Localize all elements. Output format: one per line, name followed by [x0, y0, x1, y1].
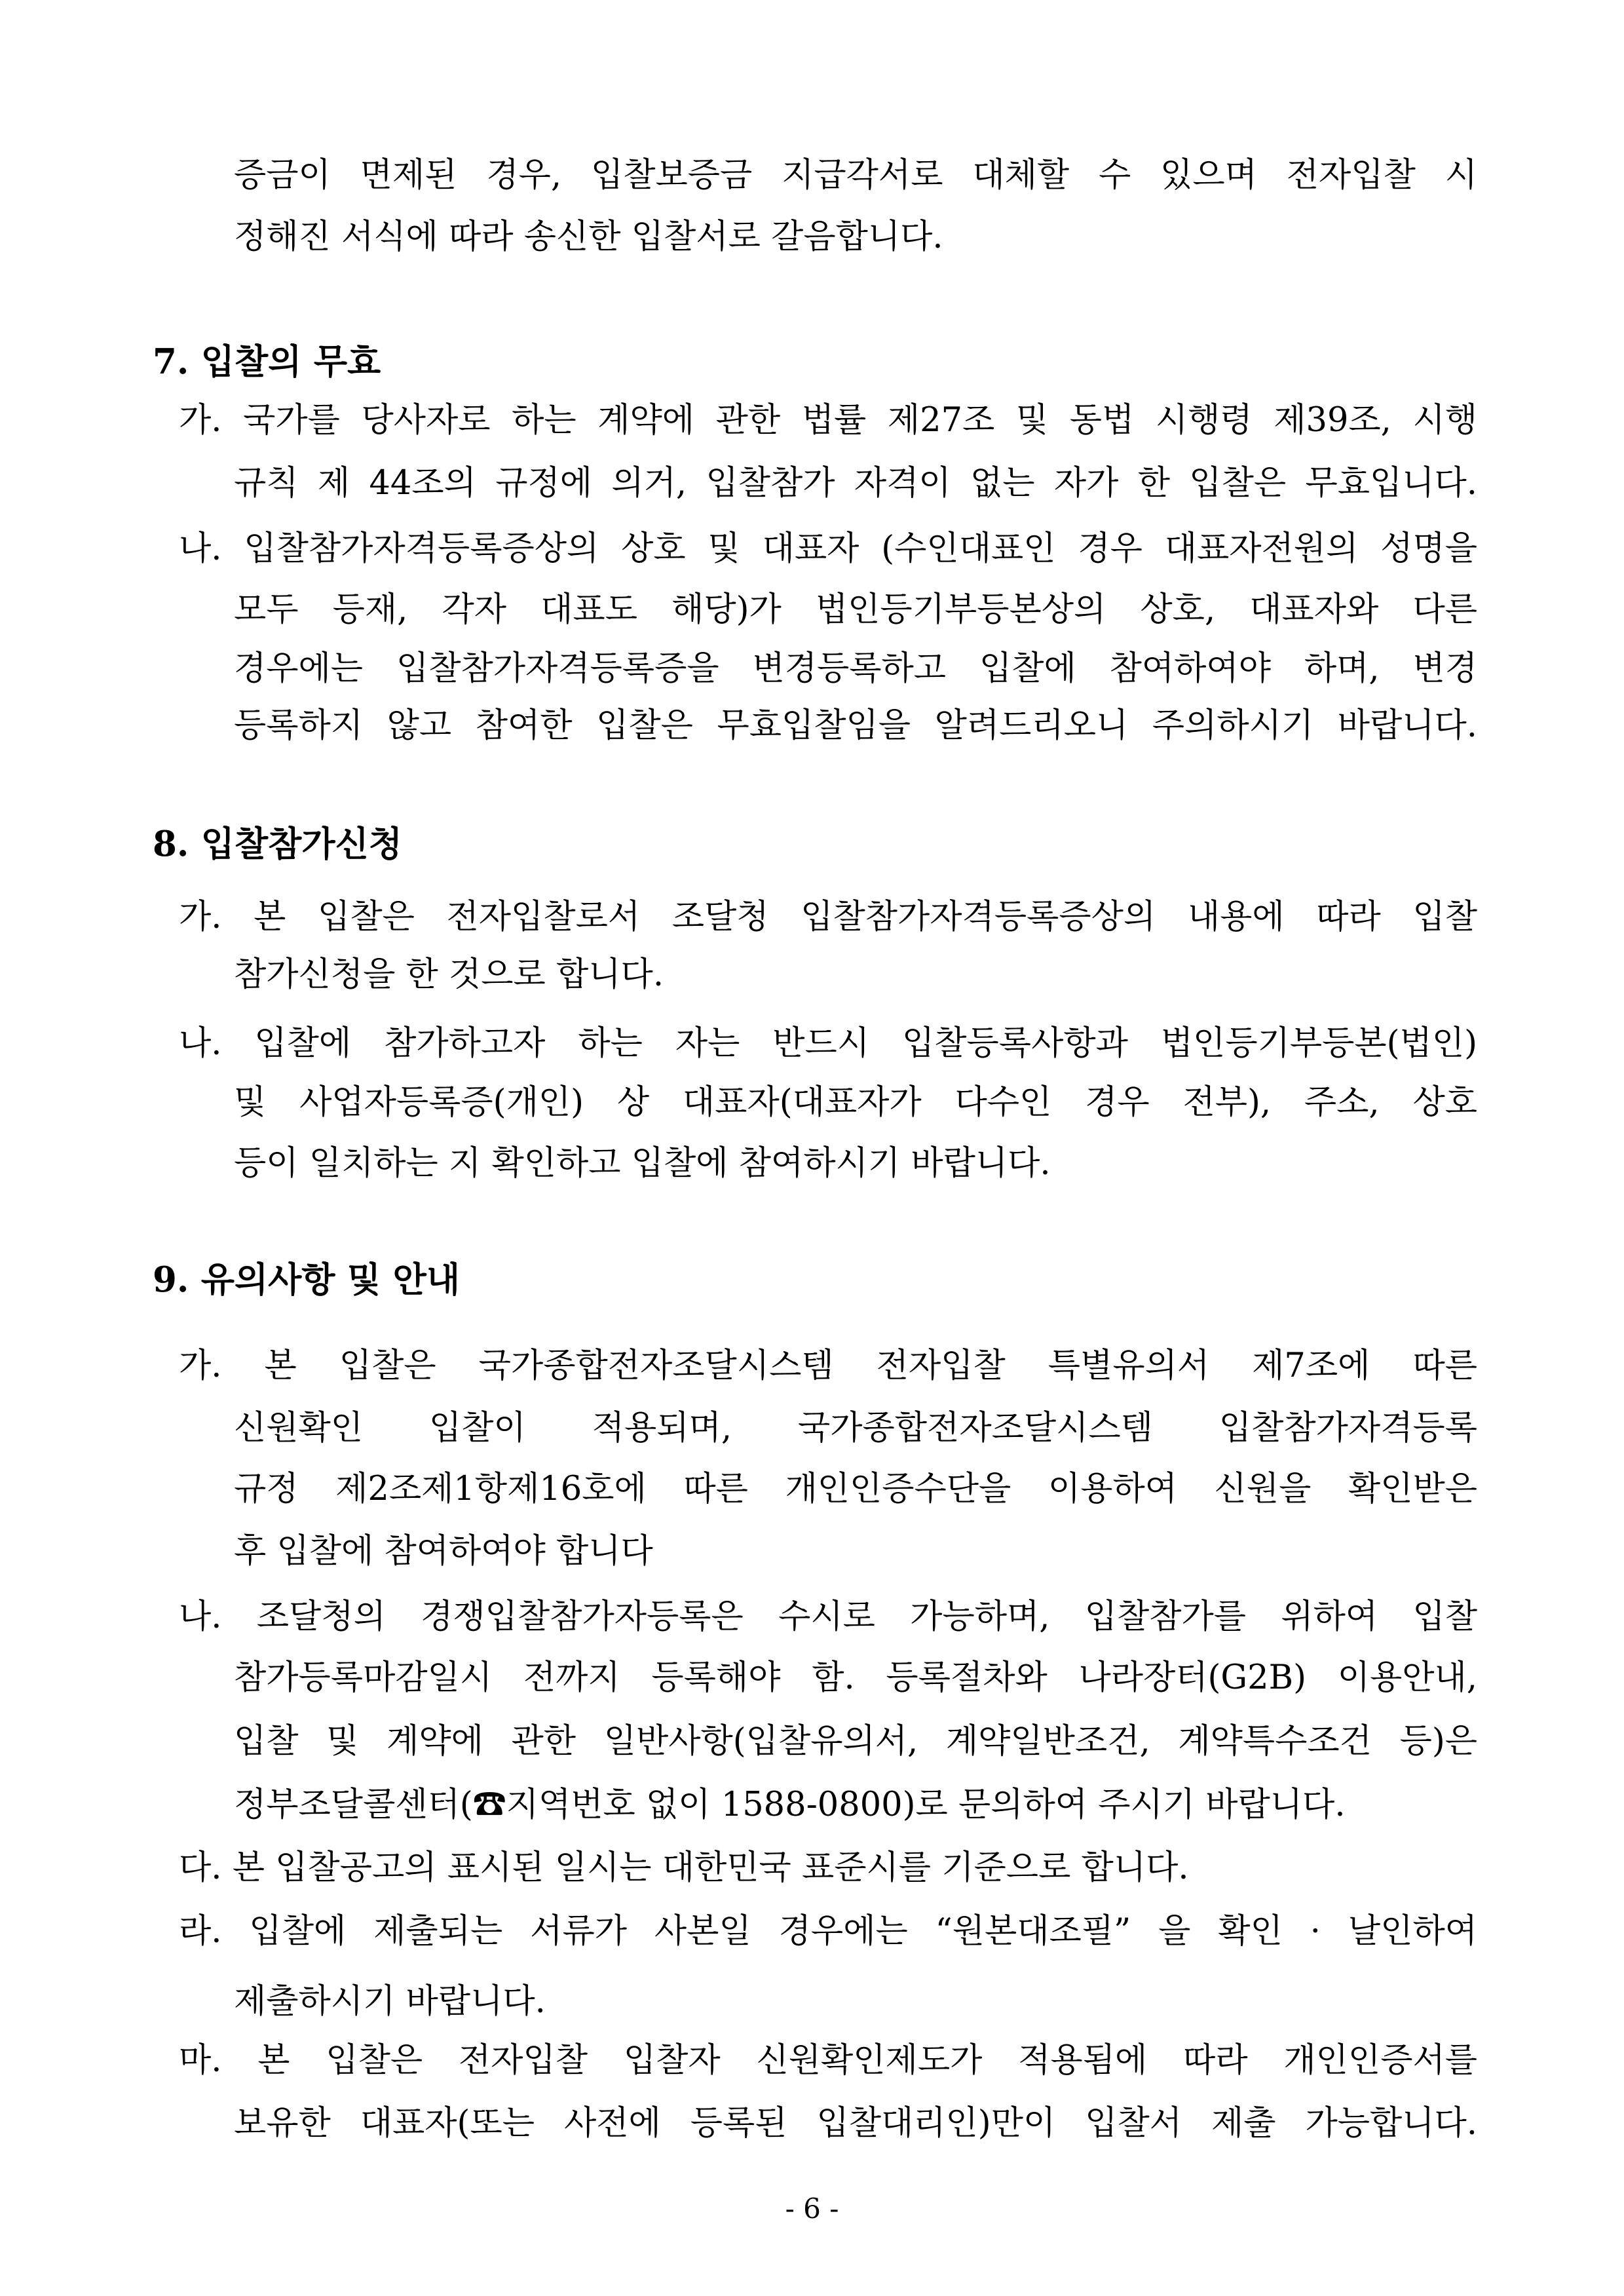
- section-9-item-ma-line-2: 보유한 대표자(또는 사전에 등록된 입찰대리인)만이 입찰서 제출 가능합니다.: [234, 2104, 1477, 2143]
- intro-line-1: 증금이 면제된 경우, 입찰보증금 지급각서로 대체할 수 있으며 전자입찰 시: [234, 156, 1477, 195]
- section-9-item-ra-line-2: 제출하시기 바랍니다.: [234, 1982, 546, 2021]
- section-7-item-na-line-4: 등록하지 않고 참여한 입찰은 무효입찰임을 알려드리오니 주의하시기 바랍니다.: [234, 706, 1477, 745]
- section-9-item-na-line-4: 정부조달콜센터(☎지역번호 없이 1588-0800)로 문의하여 주시기 바랍니다.: [234, 1786, 1346, 1824]
- section-9-item-ra-line-1: 라. 입찰에 제출되는 서류가 사본일 경우에는 “원본대조필” 을 확인 · 날인하여: [179, 1912, 1477, 1951]
- section-9-item-ga-line-1: 가. 본 입찰은 국가종합전자조달시스템 전자입찰 특별유의서 제7조에 따른: [179, 1347, 1477, 1385]
- section-9-item-ma-line-1: 마. 본 입찰은 전자입찰 입찰자 신원확인제도가 적용됨에 따라 개인인증서를: [179, 2041, 1477, 2080]
- section-9-heading: 9. 유의사항 및 안내: [153, 1259, 461, 1300]
- section-7-item-ga-line-1: 가. 국가를 당사자로 하는 계약에 관한 법률 제27조 및 동법 시행령 제39조, 시행: [179, 401, 1477, 440]
- section-8-item-ga-line-2: 참가신청을 한 것으로 합니다.: [234, 955, 664, 994]
- section-8-item-ga-line-1: 가. 본 입찰은 전자입찰로서 조달청 입찰참가자격등록증상의 내용에 따라 입찰: [179, 898, 1477, 936]
- section-7-heading: 7. 입찰의 무효: [153, 341, 381, 382]
- section-7-item-na-line-3: 경우에는 입찰참가자격등록증을 변경등록하고 입찰에 참여하여야 하며, 변경: [234, 649, 1477, 688]
- intro-line-2: 정해진 서식에 따라 송신한 입찰서로 갈음합니다.: [234, 218, 943, 256]
- section-9-item-ga-line-3: 규정 제2조제1항제16호에 따른 개인인증수단을 이용하여 신원을 확인받은: [234, 1470, 1477, 1508]
- section-7-item-na-line-1: 나. 입찰참가자격등록증상의 상호 및 대표자 (수인대표인 경우 대표자전원의 성명을: [179, 529, 1477, 568]
- section-9-item-na-line-1: 나. 조달청의 경쟁입찰참가자등록은 수시로 가능하며, 입찰참가를 위하여 입찰: [179, 1598, 1477, 1636]
- section-9-item-da-line-1: 다. 본 입찰공고의 표시된 일시는 대한민국 표준시를 기준으로 합니다.: [179, 1848, 1189, 1887]
- page-number: - 6 -: [785, 2192, 839, 2225]
- section-7-item-ga-line-2: 규칙 제 44조의 규정에 의거, 입찰참가 자격이 없는 자가 한 입찰은 무효입니다.: [234, 464, 1477, 503]
- section-8-item-na-line-2: 및 사업자등록증(개인) 상 대표자(대표자가 다수인 경우 전부), 주소, 상호: [234, 1083, 1477, 1122]
- section-8-item-na-line-1: 나. 입찰에 참가하고자 하는 자는 반드시 입찰등록사항과 법인등기부등본(법인): [179, 1024, 1477, 1063]
- section-9-item-ga-line-2: 신원확인 입찰이 적용되며, 국가종합전자조달시스템 입찰참가자격등록: [234, 1409, 1477, 1447]
- section-9-item-na-line-3: 입찰 및 계약에 관한 일반사항(입찰유의서, 계약일반조건, 계약특수조건 등)은: [234, 1722, 1477, 1761]
- section-8-heading: 8. 입찰참가신청: [153, 824, 402, 864]
- section-9-item-na-line-2: 참가등록마감일시 전까지 등록해야 함. 등록절차와 나라장터(G2B) 이용안내,: [234, 1658, 1477, 1697]
- section-8-item-na-line-3: 등이 일치하는 지 확인하고 입찰에 참여하시기 바랍니다.: [234, 1144, 1051, 1183]
- section-7-item-na-line-2: 모두 등재, 각자 대표도 해당)가 법인등기부등본상의 상호, 대표자와 다른: [234, 590, 1477, 629]
- section-9-item-ga-line-4: 후 입찰에 참여하여야 합니다: [234, 1532, 653, 1571]
